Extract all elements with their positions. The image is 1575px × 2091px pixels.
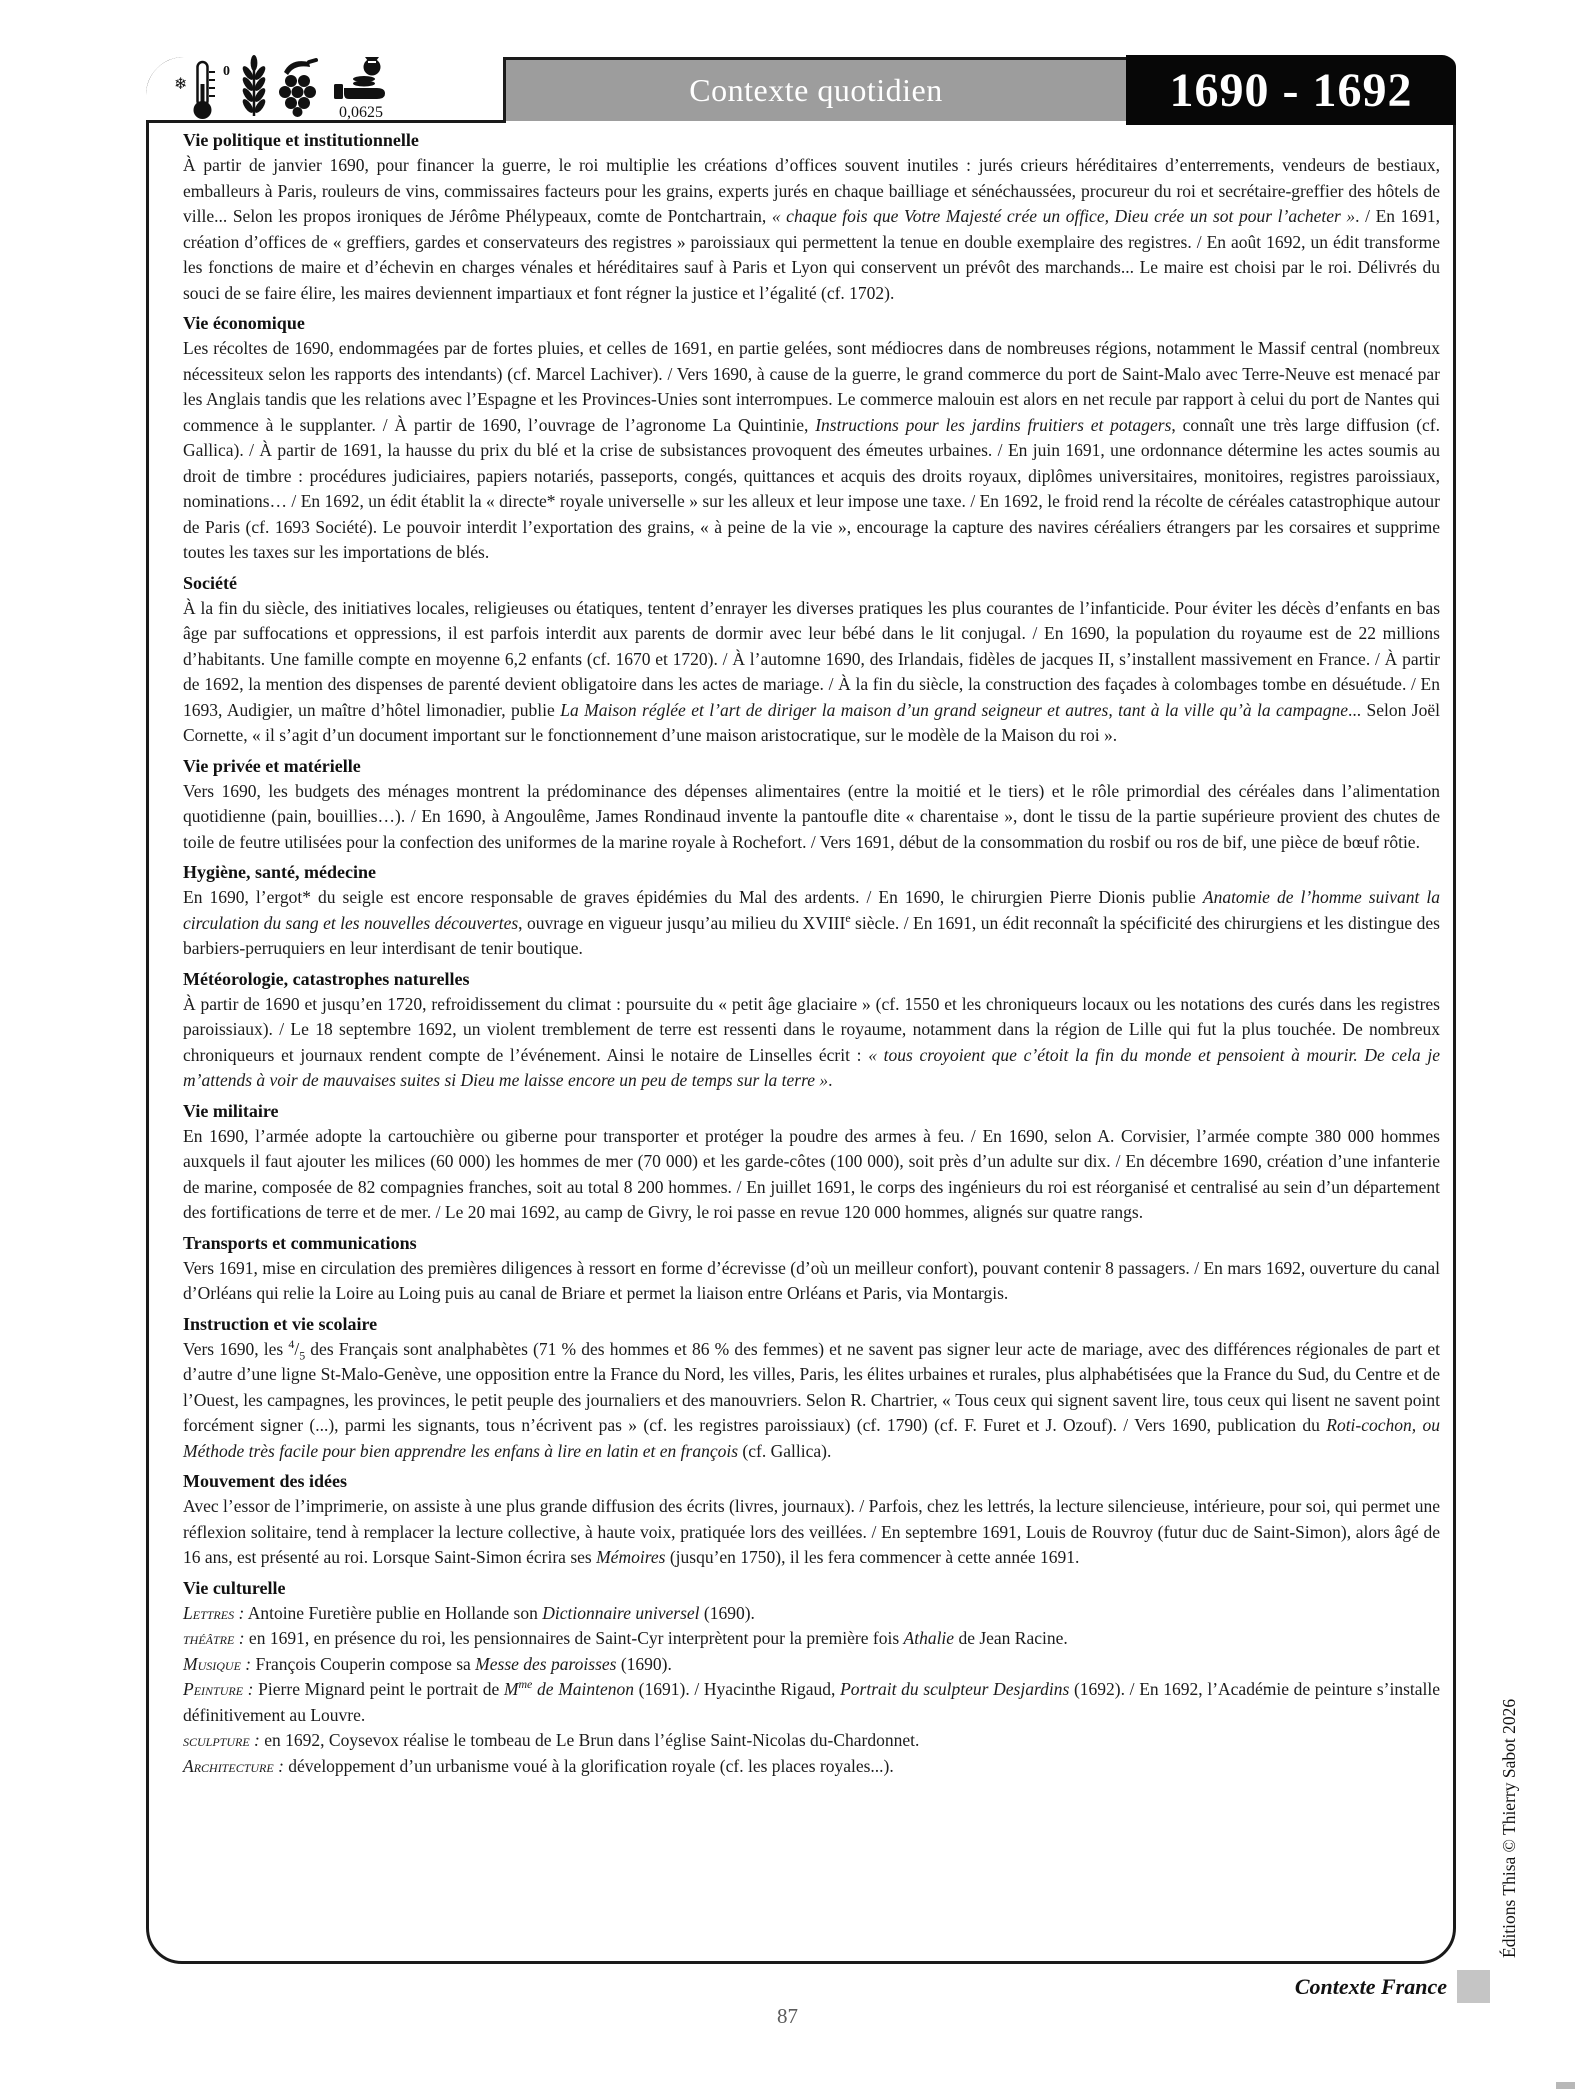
page-number: 87 (777, 2004, 798, 2028)
header-years-box (1126, 55, 1456, 125)
section-vie-militaire (183, 1098, 1440, 1226)
section-title: Météorologie, catastrophes naturelles (183, 968, 470, 989)
section-vie-economique (183, 310, 1440, 566)
header-icon-box (146, 57, 506, 123)
section-paragraph: Vers 1690, les $^4/_5$ des Français sont analphabètes (71 % des hommes et 86 % des femmes) et ne savent pas signer leur acte de mariage, avec des différences régionales de part et d’autre d’une ligne St-Malo-Genève, une opposition entre la France du Nord, les villes, Paris, les élites urbaines et rurales, plus alphabétisées que la France du Sud, du Centre et de l’Ouest, les campagnes, les provinces, le petit peuple des journaliers et des manouvriers. Selon R. Chartrier, « Tous ceux qui signent savent lire, tous ceux qui lisent ne savent point forcément signer (...), parmi les signants, tous n’écrivent pas » (cf. les registres paroissiaux) (cf. 1790) (cf. F. Furet et J. Ozouf). / Vers 1690, publication du Roti-cochon, ou Méthode très facile pour bien apprendre les enfans à lire en latin et en françois (cf. Gallica). (183, 1336, 1441, 1461)
page-content (146, 127, 1456, 1783)
section-paragraph: En 1690, l’ergot* du seigle est encore responsable de graves épidémies du Mal des ardents. / En 1690, le chirurgien Pierre Dionis publie Anatomie de l’homme suivant la circulation du sang et les nouvelles découvertes, ouvrage en vigueur jusqu’au milieu du XVIIIe siècle. / En 1691, un édit reconnaît la spécificité des chirurgiens et les distingue des barbiers-perruquiers en leur interdisant de tenir boutique. (183, 887, 1440, 958)
bottom-right-mark (1556, 2082, 1575, 2089)
header-band (506, 60, 1126, 121)
section-paragraph: À la fin du siècle, des initiatives locales, religieuses ou étatiques, tentent d’enrayer les diverses pratiques les plus courantes de l’infanticide. Pour éviter les décès d’enfants en bas âge par suffocations et oppressions, il est parfois interdit aux parents de dormir avec leur bébé dans le lit conjugal. / En 1690, la population du royaume est de 22 millions d’habitants. Une famille compte en moyenne 6,2 enfants (cf. 1670 et 1720). / À l’automne 1690, des Irlandais, fidèles de jacques II, s’installent massivement en France. / À partir de 1692, la mention des dispenses de parenté devient obligatoire dans les actes de mariage. / À la fin du siècle, la construction des façades à colombages tombe en désuétude. / En 1693, Audigier, un maître d’hôtel limonadier, publie La Maison réglée et l’art de diriger la maison d’un grand seigneur et autres, tant à la ville qu’à la campagne... Selon Joël Cornette, « il s’agit d’un document important sur le fonctionnement d’une maison aristocratique, sur le modèle de la Maison du roi ». (183, 597, 1440, 745)
coin-value-group (333, 57, 389, 121)
section-paragraph: Avec l’essor de l’imprimerie, on assiste à une plus grande diffusion des écrits (livres, journaux). / Parfois, chez les lettrés, la lecture silencieuse, intérieure, pour soi, qui permet une réflexion solitaire, tend à remplacer la lecture collective, à haute voix, pratiquée lors des veillées. / En septembre 1691, Louis de Rouvroy (futur duc de Saint-Simon), alors âgé de 16 ans, est présenté au roi. Lorsque Saint-Simon écrira ses Mémoires (jusqu’en 1750), il les fera commencer à cette année 1691. (183, 1496, 1440, 1567)
section-title: Mouvement des idées (183, 1471, 347, 1491)
section-paragraph: À partir de janvier 1690, pour financer la guerre, le roi multiplie les créations d’offices souvent inutiles : jurés crieurs héréditaires d’enterrements, vendeurs de bestiaux, emballeurs à Paris, rouleurs de vins, commissaires facteurs pour les grains, experts jurés en chaque bailliage et sénéchaussées, procureur du roi et secrétaire-greffier des hôtels de ville... Selon les propos ironiques de Jérôme Phélypeaux, comte de Pontchartrain, « chaque fois que Votre Majesté crée un office, Dieu crée un sot pour l’acheter ». / En 1691, création d’offices de « greffiers, gardes et conservateurs des registres » paroissiaux qui permettent la tenue en double exemplaire des registres. / En août 1692, un édit transforme les fonctions de maire et d’échevin en charges vénales et héréditaires sauf à Paris et Lyon qui conservent un prévôt des marchands... Le maire est choisi par le roi. Délivrés du souci de se faire élire, les maires deviennent impartiaux et font régner la justice et l’égalité (cf. 1702). (183, 155, 1440, 303)
section-paragraph: Les récoltes de 1690, endommagées par de fortes pluies, et celles de 1691, en partie gelées, sont médiocres dans de nombreuses régions, notamment le Massif central (nombreux nécessiteux selon les rapports des intendants) (cf. Marcel Lachiver). / Vers 1690, à cause de la guerre, le grand commerce du port de Saint-Malo avec Terre-Neuve est menacé par les Anglais tandis que les relations avec l’Espagne et les Provinces-Unies sont interrompues. Le commerce malouin est alors en net recule par rapport à celui du port de Nantes qui commence à le supplanter. / À partir de 1690, l’ouvrage de l’agronome La Quintinie, Instructions pour les jardins fruitiers et potagers, connaît une très large diffusion (cf. Gallica). / À partir de 1691, la hausse du prix du blé et la crise de subsistances provoquent des émeutes urbaines. / En juin 1691, une ordonnance détermine les actes soumis au droit de timbre : procédures judiciaires, papiers notariés, passeports, congés, quittances et acquis des droits royaux, diplômes universitaires, monitoires, registres paroissiaux, nominations… / En 1692, un édit établit la « directe* royale universelle » sur les alleux et leur impose une taxe. / En 1692, le froid rend la récolte de céréales catastrophique autour de Paris (cf. 1693 Société). Le pouvoir interdit l’exportation des grains, « à peine de la vie », encourage la capture des navires céréaliers étrangers par les corsaires et supprime toutes les taxes sur les importations de blés. (183, 338, 1440, 562)
culture-line-musique: Musique : François Couperin compose sa Messe des paroisses (1690). (183, 1653, 672, 1674)
side-copyright: Éditions Thisa © Thierry Sabot 2026 (1499, 1698, 1519, 1958)
section-mouvement-idees (183, 1468, 1440, 1571)
section-paragraph: Vers 1691, mise en circulation des premières diligences à ressort en forme d’écrevisse (d’où un meilleur confort), pouvant contenir 8 passagers. / En mars 1692, ouverture du canal d’Orléans qui relie la Loire au Loing puis au canal de Briare et permet la liaison entre Orléans et Paris, via Montargis. (183, 1257, 1440, 1303)
section-paragraph: Vers 1690, les budgets des ménages montrent la prédominance des dépenses alimentaires (entre la moitié et le tiers) et le rôle primordial des céréales dans l’alimentation quotidienne (pain, bouillies…). / En 1690, à Angoulême, James Rondinaud invente la pantoufle dite « charentaise », dont le tissu de la partie supérieure provient des chutes de toile de feutre utilisées pour la confection des uniformes de la marine royale à Rochefort. / Vers 1691, début de la consommation du rosbif ou ros de bif, une pièce de bœuf rôtie. (183, 780, 1440, 852)
culture-line-sculpture: sculpture : en 1692, Coysevox réalise le tombeau de Le Brun dans l’église Saint-Nicolas du-Chardonnet. (183, 1730, 920, 1750)
section-title: Vie économique (183, 313, 305, 333)
section-title: Vie politique et institutionnelle (183, 130, 419, 150)
culture-line-lettres: Lettres : Antoine Furetière publie en Hollande son Dictionnaire universel (1690). (183, 1602, 755, 1623)
section-hygiene (183, 859, 1440, 962)
cold-thermometer-icon (176, 58, 232, 120)
section-paragraph: En 1690, l’armée adopte la cartouchière ou giberne pour transporter et protéger la poudre des armes à feu. / En 1690, selon A. Corvisier, l’armée compte 380 000 hommes auxquels il faut ajouter les milices (60 000) les hommes de mer (70 000) et les garde-côtes (100 000), soit près d’un adulte sur dix. / En décembre 1690, création d’une infanterie de marine, composée de 82 compagnies franches, soit au total 8 200 hommes. / En juillet 1691, le corps des ingénieurs du roi est réorganisé et centralisé au sein d’un département des fortifications de terre et de mer. / Le 20 mai 1692, au camp de Givry, le roi passe en revue 120 000 hommes, alignés sur quatre rangs. (183, 1125, 1440, 1222)
section-title: Hygiène, santé, médecine (183, 862, 376, 882)
grapes-pruning-knife-icon (276, 55, 320, 122)
culture-line-theatre: théâtre : en 1691, en présence du roi, les pensionnaires de Saint-Cyr interprètent pour la première fois Athalie de Jean Racine. (183, 1628, 1068, 1648)
wheat-icon (241, 55, 267, 122)
section-title: Vie culturelle (183, 1577, 286, 1598)
section-paragraph: À partir de 1690 et jusqu’en 1720, refroidissement du climat : poursuite du « petit âge glaciaire » (cf. 1550 et les chroniqueurs locaux ou les notations des curés dans les registres paroissiaux). / Le 18 septembre 1692, un violent tremblement de terre est ressenti dans le royaume, notamment dans la région de Lille qui fut la plus touchée. De nombreux chroniqueurs et journaux rendent compte de l’événement. Ainsi le notaire de Linselles écrit : « tous croyoient que c’étoit la fin du monde et pensoient à mourir. De cela je m’attends à voir de mauvaises suites si Dieu me laisse encore un peu de temps sur la terre ». (183, 993, 1440, 1090)
header-band-title: Contexte quotidien (689, 72, 943, 108)
section-title: Société (183, 572, 237, 593)
section-societe (183, 570, 1440, 749)
coin-value-label: 0,0625 (339, 103, 383, 121)
section-vie-culturelle (183, 1575, 1440, 1780)
section-title: Vie privée et matérielle (183, 755, 361, 776)
section-title: Instruction et vie scolaire (183, 1313, 378, 1334)
header-years-label: 1690 - 1692 (1169, 63, 1413, 117)
section-vie-politique (183, 127, 1440, 306)
corner-label: Contexte France (1294, 1973, 1447, 1999)
section-instruction (183, 1311, 1440, 1465)
money-bag-hand-icon (333, 57, 389, 106)
culture-line-peinture: Peinture : Pierre Mignard peint le portrait de $M^{me}$ de Maintenon (1691). / Hyacinthe Rigaud, Portrait du sculpteur Desjardins (1692). / En 1692, l’Académie de peinture s’installe définitivement au Louvre. (183, 1677, 1440, 1725)
section-title: Transports et communications (183, 1232, 417, 1253)
thermometer-zero-label: 0 (223, 63, 230, 79)
corner-footer (0, 1970, 1490, 2003)
section-vie-privee (183, 753, 1440, 856)
culture-line-architecture: Architecture : développement d’un urbanisme voué à la glorification royale (cf. les places royales...). (183, 1755, 894, 1776)
section-title: Vie militaire (183, 1100, 279, 1121)
corner-gray-square (1457, 1970, 1490, 2003)
section-meteorologie (183, 966, 1440, 1094)
snowflake-icon: ❄ (174, 73, 188, 93)
section-transports (183, 1230, 1440, 1307)
